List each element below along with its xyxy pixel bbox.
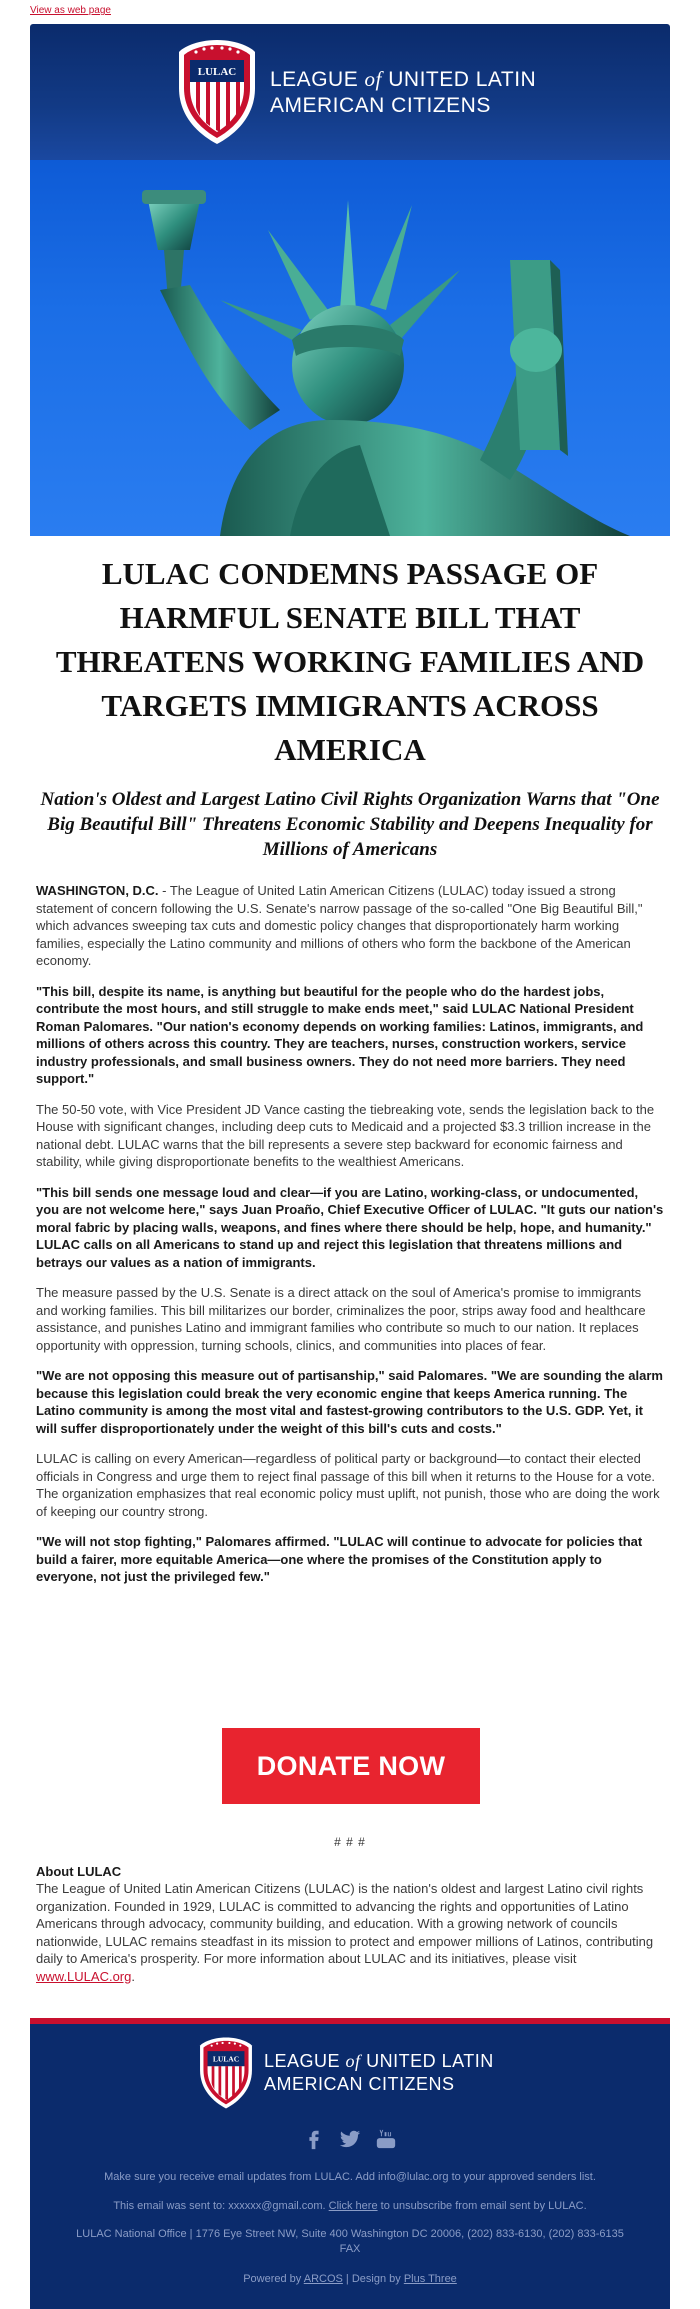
footer-address: LULAC National Office | 1776 Eye Street NW, Suite 400 Washington DC 20006, (202) 833-6130, (202) 833-6135 FAX [76, 2228, 624, 2255]
headline: LULAC CONDEMNS PASSAGE OF HARMFUL SENATE BILL THAT THREATENS WORKING FAMILIES AND TARGETS IMMIGRANTS ACROSS AMERICA [55, 556, 645, 767]
quote-proano: "This bill sends one message loud and clear—if you are Latino, working-class, or undocumented, you are not welcome here," says Juan Proaño, Chief Executive Officer of LULAC. "It guts our nation's moral fabric by placing walls, weapons, and fines where there should be help, hope, and humanity." LULAC calls on all Americans to stand up and reject this legislation that threatens millions and betrays our values as a nation of immigrants. [36, 1184, 664, 1270]
youtube-icon[interactable] [375, 2126, 397, 2152]
footer [30, 2018, 670, 2309]
top-bar [0, 0, 700, 22]
footer-senders-note: Make sure you receive email updates from LULAC. Add info@lulac.org to your approved senders list. [104, 2171, 596, 2183]
footer-unsubscribe-note: This email was sent to: xxxxxx@gmail.com. Click here to unsubscribe from email sent by LULAC. [113, 2200, 587, 2212]
hero-image [30, 160, 670, 536]
footer-org-name: LEAGUE of UNITED LATIN AMERICAN CITIZENS [264, 2051, 494, 2094]
footer-logo[interactable] [198, 2036, 494, 2110]
org-name: LEAGUE of UNITED LATIN AMERICAN CITIZENS [270, 66, 537, 117]
facebook-icon[interactable] [303, 2126, 325, 2152]
quote-palomares-2: "We are not opposing this measure out of partisanship," said Palomares. "We are sounding the alarm because this legislation could break the very economic engine that keeps America running. The Latino community is among the most vital and fastest-growing contributors to the U.S. GDP. Yet, it will suffer disproportionately under the weight of this bill's cuts and costs." [36, 1368, 663, 1436]
statue-of-liberty-image [30, 160, 670, 536]
about-title: About LULAC [36, 1864, 122, 1879]
about-text: The League of United Latin American Citizens (LULAC) is the nation's oldest and largest Latino civil rights organization. Founded in 1929, LULAC is committed to advancing the rights and opportunities of Latino Americans through advocacy, community building, and education. With a growing network of councils nationwide, LULAC remains steadfast in its mission to protect and empower millions of Latinos, contributing daily to America's prosperity. For more information about LULAC and its initiatives, please visit www.LULAC.org. [36, 1881, 654, 1984]
twitter-icon[interactable] [339, 2126, 361, 2152]
subheadline: Nation's Oldest and Largest Latino Civil Rights Organization Warns that "One Big Beautiful Bill" Threatens Economic Stability and Deepens Inequality for Millions of Americans [40, 789, 660, 860]
about-section [30, 1864, 670, 1985]
plus-three-link[interactable]: Plus Three [403, 2273, 457, 2285]
article-body [30, 882, 670, 1599]
quote-palomares-1: "This bill, despite its name, is anything but beautiful for the people who do the hardest jobs, contribute the most hours, and still struggle to make ends meet," said LULAC National President Roman Palomares. "Our nation's economy depends on working families: Latinos, immigrants, and millions of others across this country. They are teachers, nurses, construction workers, service industry professionals, and small business owners. They do not need more barriers. They need support." [36, 983, 644, 1086]
footer-credits: Powered by ARCOS | Design by Plus Three [243, 2273, 457, 2285]
donate-button[interactable]: DONATE NOW [222, 1728, 480, 1804]
view-web-link[interactable]: View as web page [30, 5, 111, 16]
dateline: WASHINGTON, D.C. [36, 883, 159, 898]
header-logo[interactable] [176, 38, 536, 146]
lulac-shield-icon [198, 2036, 254, 2110]
arcos-link[interactable]: ARCOS [303, 2273, 343, 2285]
unsubscribe-link[interactable]: Click here [328, 2200, 378, 2212]
paragraph-intro: WASHINGTON, D.C. - The League of United Latin American Citizens (LULAC) today issued a strong statement of concern following the U.S. Senate's narrow passage of the so-called "One Big Beautiful Bill," which advances sweeping tax cuts and domestic policy changes that disproportionately harm working families, especially the Latino community and millions of others who form the backbone of the American economy. [36, 883, 643, 968]
quote-palomares-3: "We will not stop fighting," Palomares affirmed. "LULAC will continue to advocate for policies that build a fairer, more equitable America—one where the promises of the Constitution apply to everyone, not just the privileged few." [36, 1534, 643, 1584]
paragraph-measure: The measure passed by the U.S. Senate is a direct attack on the soul of America's promise to immigrants and working families. This bill militarizes our border, criminalizes the poor, strips away food and healthcare assistance, and punishes Latino and immigrant families who contribute so much to our nation. It replaces opportunity with oppression, turning schools, clinics, and communities into places of fear. [36, 1285, 646, 1353]
header-banner [30, 24, 670, 160]
paragraph-call: LULAC is calling on every American—regardless of political party or background—to contact their elected officials in Congress and urge them to reject final passage of this bill when it returns to the House for a vote. The organization emphasizes that real economic policy must uplift, not punish, those who are doing the work of keeping our country strong. [36, 1451, 660, 1519]
social-links [30, 2126, 670, 2152]
paragraph-vote: The 50-50 vote, with Vice President JD Vance casting the tiebreaking vote, sends the legislation back to the House with significant changes, including deep cuts to Medicaid and a projected $3.3 trillion increase in the national debt. LULAC warns that the bill represents a severe step backward for economic fairness and stability, while giving disproportionate benefits to the wealthiest Americans. [36, 1101, 655, 1169]
shield-text: LULAC [212, 2054, 240, 2064]
lulac-website-link[interactable]: www.LULAC.org [36, 1968, 132, 1984]
lulac-shield-icon [176, 38, 258, 146]
shield-text: LULAC [197, 66, 237, 78]
end-mark: # # # [334, 1835, 366, 1849]
